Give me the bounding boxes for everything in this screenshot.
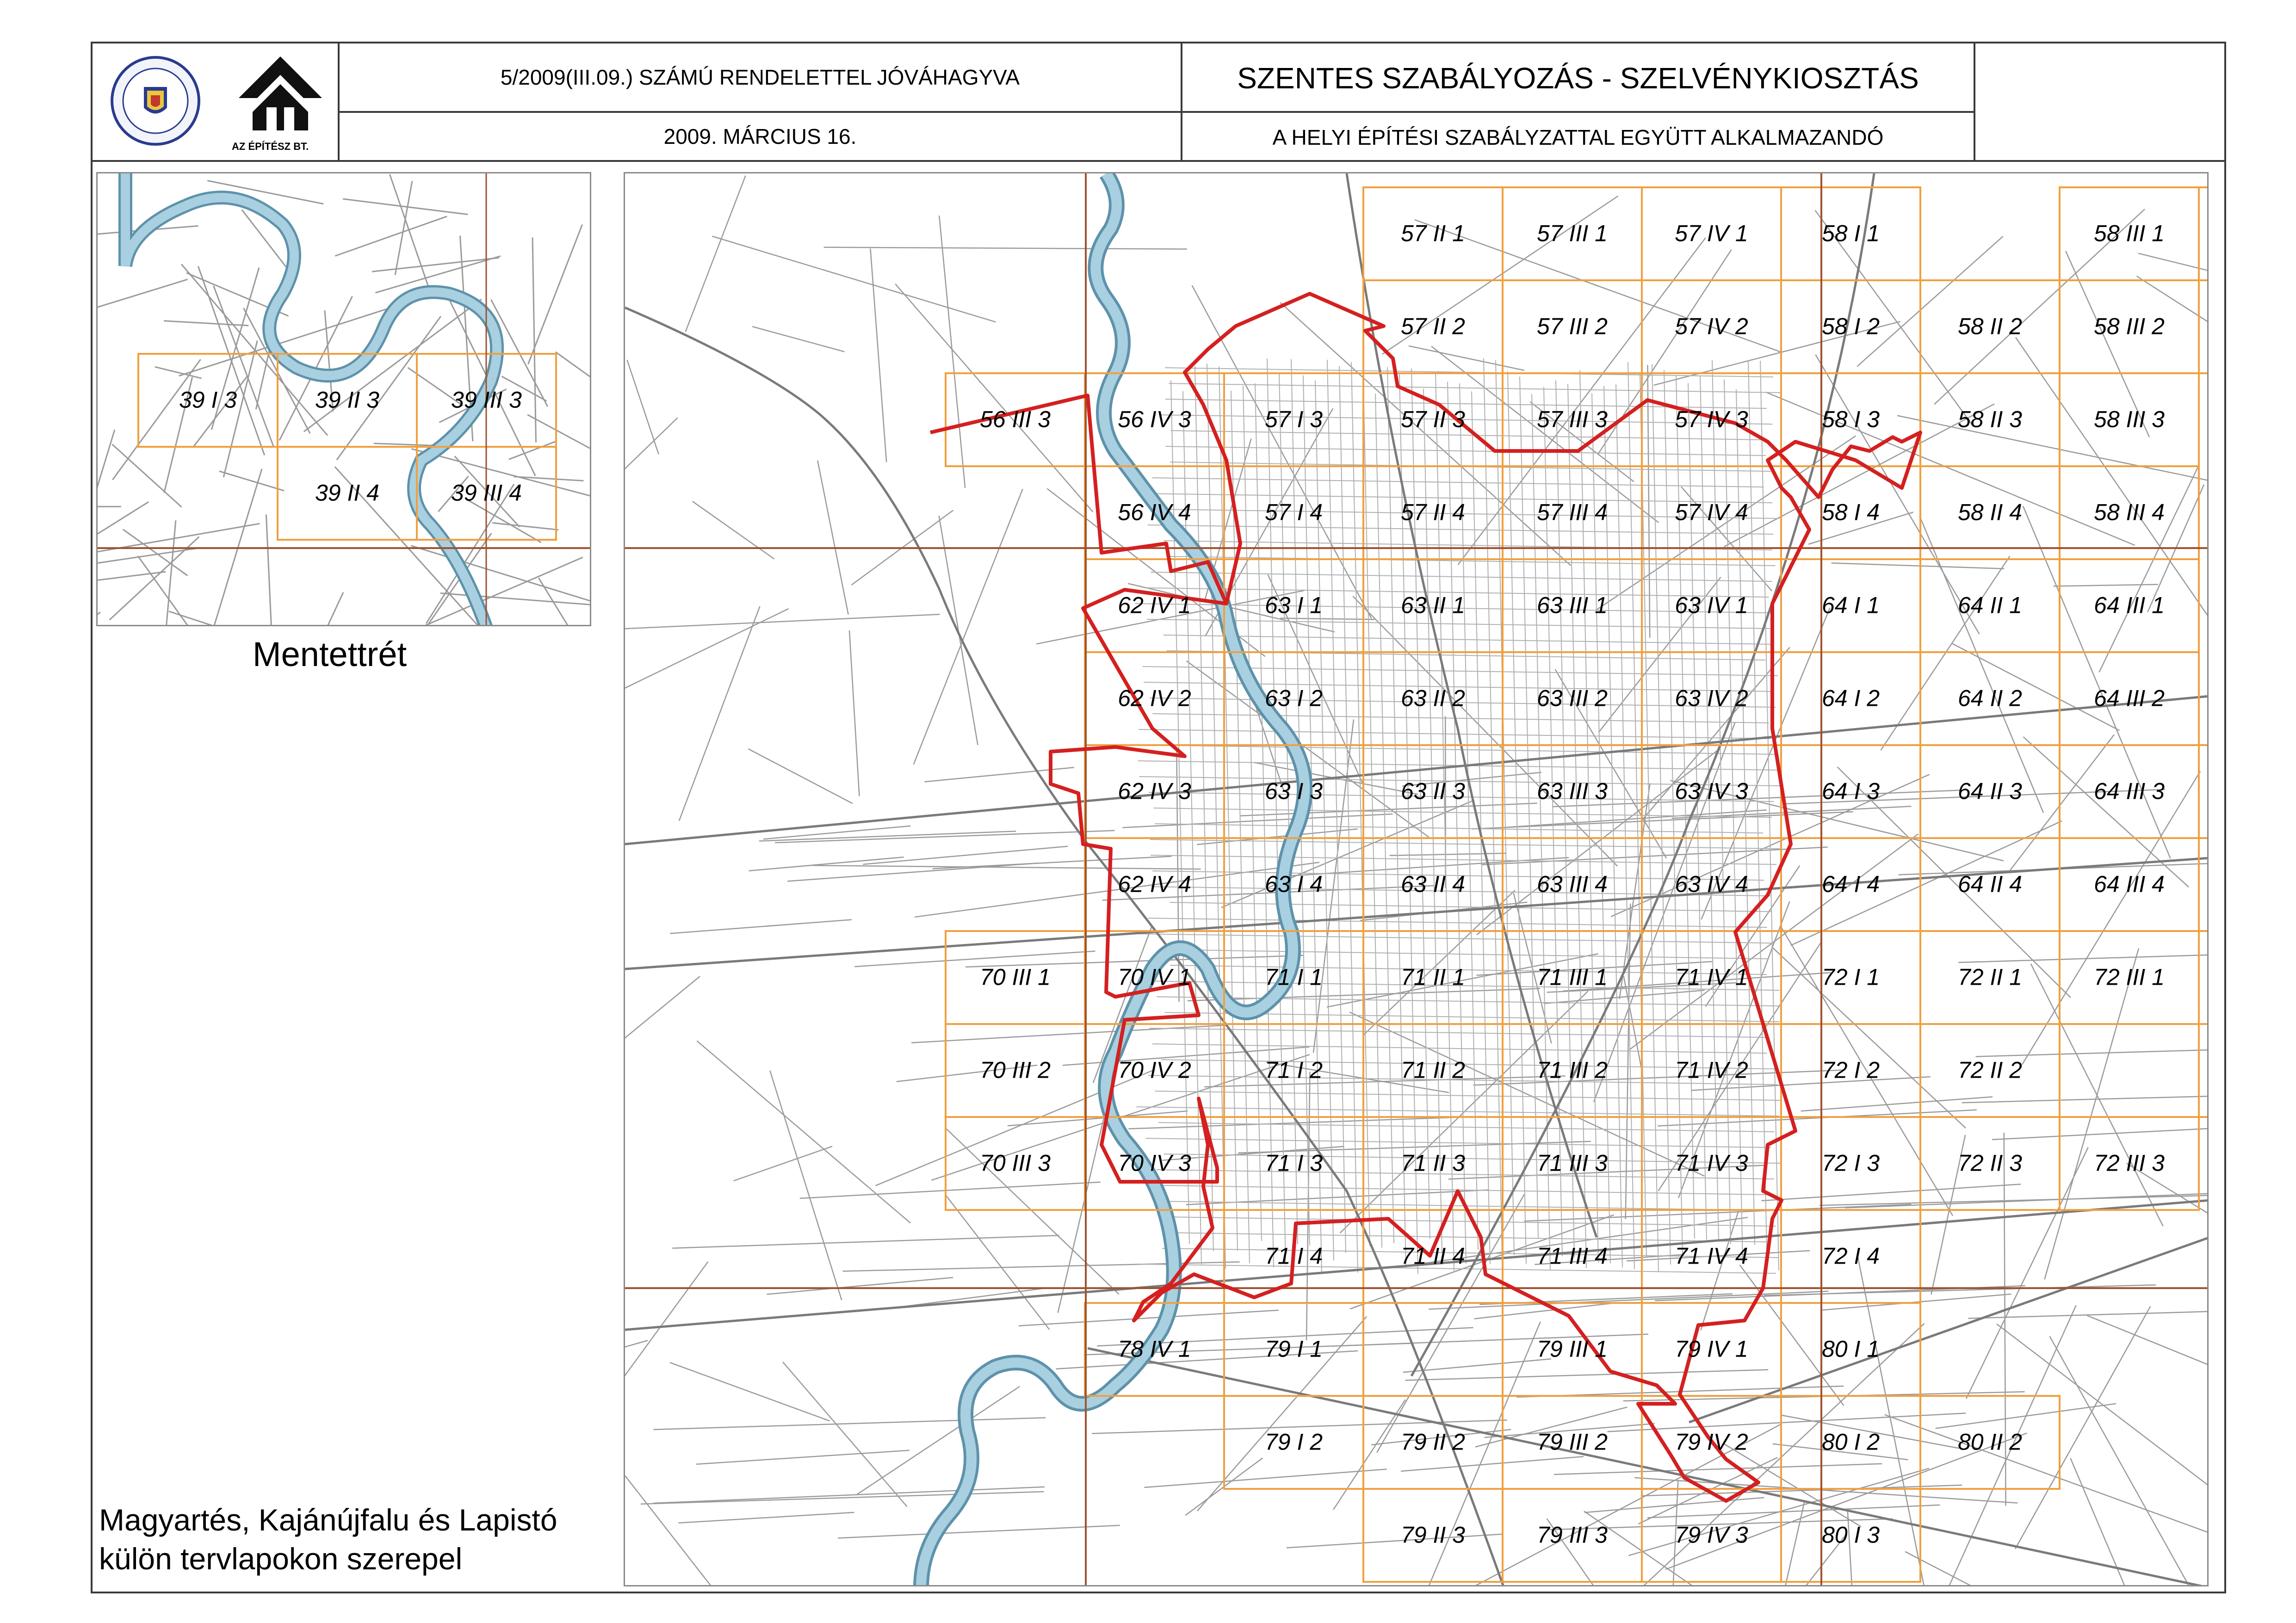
parcel-line [1975,1047,2209,1056]
header-divider [338,111,1974,113]
street-line [693,501,774,559]
grid-cell-label: 57 II 3 [1401,406,1465,432]
parcel-line [1144,1469,1386,1487]
street-line [939,216,965,488]
grid-cell-label: 57 IV 4 [1675,499,1748,525]
grid-cell-label: 79 IV 3 [1675,1522,1748,1548]
grid-cell-label: 63 I 4 [1264,871,1323,897]
grid-cell-label: 63 I 3 [1264,778,1323,804]
inset-street-line [395,181,412,275]
grid-cell [2199,745,2209,838]
parcel-line [1647,1505,1940,1518]
street-line [686,176,746,332]
grid-cell-label: 72 III 3 [2094,1150,2165,1176]
grid-cell-label: 64 III 1 [2094,592,2165,618]
street-line [915,862,1319,917]
parcel-line [1401,1456,1584,1471]
street-line [1740,1265,1844,1406]
street-line [679,606,760,821]
town-street [1484,358,1502,1257]
parcel-line [641,1492,1044,1504]
grid-cell-label: 57 III 3 [1537,406,1608,432]
town-street [1231,391,1250,1263]
street-line [625,614,940,633]
street-line [2054,585,2158,586]
inset-street-line [266,514,276,626]
grid-cell-label: 64 III 3 [2094,778,2165,804]
grid-cell-label: 71 IV 3 [1675,1150,1748,1176]
street-line [849,630,859,796]
street-line [770,1070,842,1300]
grid-cell-label: 71 I 2 [1264,1057,1323,1083]
grid-cell-label: 72 II 1 [1958,964,2022,990]
town-street [1508,371,1526,1264]
town-street [1375,394,1394,1243]
parcel-line [696,1450,910,1464]
parcel-line [654,1487,1045,1503]
map-subtitle: A HELYI ÉPÍTÉSI SZABÁLYZATTAL EGYÜTT ALKALMAZANDÓ [1272,125,1884,149]
grid-cell-label: 58 II 3 [1958,406,2022,432]
grid-cell-label: 64 I 1 [1821,592,1880,618]
grid-cell-label: 72 I 1 [1821,964,1880,990]
inset-street-line [98,524,260,558]
grid-cell-label: 71 III 4 [1537,1243,1608,1269]
street-line [2099,464,2200,672]
grid-cell-label: 63 III 4 [1537,871,1608,897]
inset-street-line [532,238,536,443]
grid-cell-label: 57 II 4 [1401,499,1465,525]
grid-cell-label: 71 III 3 [1537,1150,1608,1176]
town-street [1152,714,1769,723]
inset-street-line [123,529,188,575]
parcel-line [1962,1093,2209,1103]
street-line [1997,1324,2209,1490]
grid-cell-label: 71 III 2 [1537,1057,1608,1083]
grid-cell-label: 63 III 1 [1537,592,1608,618]
grid-cell-label: 57 IV 2 [1675,313,1748,339]
parcel-line [1481,847,1828,864]
inset-street-line [164,321,248,326]
grid-cell-label: 58 III 1 [2094,220,2165,247]
grid-cell-label: 63 IV 3 [1675,778,1748,804]
grid-cell-label: 56 IV 4 [1118,499,1191,525]
inset-street-line [556,352,591,418]
street-line [2015,1306,2150,1549]
main-map-canvas [625,173,2209,1586]
grid-cell-label: 64 I 4 [1821,871,1880,897]
inset-street-line [372,258,499,272]
parcel-line [767,1277,953,1294]
town-street [1169,383,1781,393]
inset-street-line [528,225,582,364]
inset-street-line [98,430,115,505]
grid-cell-label: 58 I 4 [1821,499,1880,525]
grid-cell-label: 72 I 2 [1821,1057,1880,1083]
town-street [1150,1028,1768,1037]
parcel-line [654,1418,1046,1430]
street-line [670,1363,829,1421]
grid-cell-label: 71 I 1 [1264,964,1323,990]
inset-street-line [440,593,591,609]
grid-cell-label: 71 I 3 [1264,1150,1323,1176]
grid-cell-label: 80 I 2 [1821,1429,1880,1455]
grid-cell-label: 58 III 3 [2094,406,2165,432]
street-line [1905,1552,2209,1586]
street-line [1801,1097,1993,1111]
street-line [1192,285,1372,618]
inset-grid-label: 39 III 3 [451,387,522,413]
inset-street-line [169,611,353,626]
grid-cell-label: 71 II 2 [1401,1057,1465,1083]
parcel-line [800,1182,1101,1198]
grid-cell-label: 80 I 3 [1821,1522,1880,1548]
town-street [1152,745,1777,754]
grid-cell-label: 79 II 2 [1401,1429,1465,1455]
street-line [748,749,852,803]
street-line [625,609,789,776]
parcel-line [1641,1485,1962,1496]
parcel-line [775,831,1115,843]
town-street [1267,358,1286,1265]
grid-cell-label: 58 I 1 [1821,220,1880,247]
grid-cell [2199,187,2209,280]
parcel-line [1958,950,2209,963]
street-line [2044,948,2139,1279]
grid-cell-label: 72 III 1 [2094,964,2165,990]
street-line [895,284,1093,512]
inset-street-line [467,500,541,543]
grid-cell-label: 79 I 2 [1264,1429,1323,1455]
parcel-line [1405,1370,1768,1380]
grid-cell-label: 62 IV 3 [1118,778,1191,804]
parcel-line [679,1512,854,1523]
grid-cell-label: 71 I 4 [1264,1243,1323,1269]
grid-cell-label: 72 I 3 [1821,1150,1880,1176]
grid-cell-label: 70 III 3 [980,1150,1051,1176]
grid-cell-label: 57 I 4 [1264,499,1323,525]
grid-cell-label: 72 I 4 [1821,1243,1880,1269]
parcel-line [838,1525,1120,1538]
grid-cell-label: 64 I 3 [1821,778,1880,804]
town-street [1151,572,1772,581]
inset-street-line [98,502,149,568]
town-street [1147,619,1770,629]
grid-cell-label: 62 IV 2 [1118,685,1191,711]
grid-cell-label: 70 IV 3 [1118,1150,1191,1176]
decree-text: 5/2009(III.09.) SZÁMÚ RENDELETTEL JÓVÁHAGYVA [500,65,1020,89]
grid-cell-label: 57 III 2 [1537,313,1608,339]
inset-grid-label: 39 I 3 [179,387,237,413]
parcel-line [763,826,910,839]
grid-cell [2199,280,2209,373]
street-line [1832,563,2005,568]
inset-grid-label: 39 II 4 [315,480,379,506]
street-line [625,1262,708,1523]
street-line [625,976,700,1208]
grid-cell-label: 58 III 2 [2094,313,2165,339]
grid-cell-label: 57 II 2 [1401,313,1465,339]
grid-cell-label: 70 IV 2 [1118,1057,1191,1083]
street-line [2022,771,2200,1064]
grid-cell-label: 79 II 3 [1401,1522,1465,1548]
street-line [625,418,678,652]
inset-map-canvas [98,173,591,626]
street-line [712,236,996,322]
town-street [1243,386,1262,1241]
street-line [817,461,848,615]
parcel-line [1584,1498,1764,1512]
parcel-line [1429,1291,1828,1309]
street-line [625,1476,724,1586]
grid-cell-label: 64 II 2 [1958,685,2022,711]
grid-cell-label: 79 III 1 [1537,1336,1608,1362]
inset-street-line [98,279,188,334]
note-line-2: külön tervlapokon szerepel [99,1542,463,1576]
inset-street-line [112,444,181,507]
street-line [813,865,1201,869]
grid-cell-label: 71 IV 2 [1675,1057,1748,1083]
grid-cell-label: 63 III 2 [1537,685,1608,711]
street-line [697,1041,910,1223]
grid-cell-label: 79 III 2 [1537,1429,1608,1455]
town-street [1170,556,1775,566]
inset-street-line [214,286,274,447]
grid-cell-label: 62 IV 1 [1118,592,1191,618]
town-street [1155,1091,1782,1100]
street-line [752,327,844,352]
parcel-line [911,1025,1227,1043]
grid-cell-label: 63 I 2 [1264,685,1323,711]
street-line [1966,1147,2088,1399]
main-map [624,172,2209,1586]
inset-street-line [343,199,468,215]
parcel-line [672,1235,1059,1248]
grid-cell-label: 71 II 3 [1401,1150,1465,1176]
inset-street-line [112,359,200,480]
grid-cell-label: 71 III 1 [1537,964,1608,990]
street-line [734,1146,832,1181]
title-block [91,42,2226,162]
grid-cell-label: 57 IV 1 [1675,220,1748,247]
street-line [824,247,1187,249]
grid-cell-label: 70 III 2 [980,1057,1051,1083]
parcel-line [749,857,904,871]
header-divider [1974,42,1975,160]
grid-cell-label: 57 I 3 [1264,406,1323,432]
grid-cell-label: 79 IV 2 [1675,1429,1748,1455]
note-line-1: Magyartés, Kajánújfalu és Lapistó [99,1503,557,1537]
grid-cell-label: 63 IV 2 [1675,685,1748,711]
town-street [1155,824,1763,833]
inset-label: Mentettrét [253,635,407,673]
inset-street-line [98,612,100,626]
grid-cell-label: 64 I 2 [1821,685,1880,711]
grid-cell-label: 78 IV 1 [1118,1336,1191,1362]
town-street [1165,446,1766,456]
parcel-line [863,846,1068,864]
grid-cell-label: 58 III 4 [2094,499,2165,525]
inset-grid-label: 39 II 3 [315,387,379,413]
grid-cell-label: 64 II 4 [1958,871,2022,897]
inset-street-line [219,471,284,491]
parcel-line [933,856,1172,869]
architect-logo [234,52,327,144]
street-line [870,248,886,462]
parcel-line [1008,1111,1188,1126]
grid-cell-label: 80 I 1 [1821,1336,1880,1362]
grid-cell-label: 71 II 1 [1401,964,1465,990]
street-line [1390,853,1507,856]
grid-cell-label: 63 IV 4 [1675,871,1748,897]
grid-cell-label: 71 IV 4 [1675,1243,1748,1269]
grid-cell-label: 71 II 4 [1401,1243,1465,1269]
inset-street-line [509,441,557,460]
grid-cell-label: 79 IV 1 [1675,1336,1748,1362]
grid-cell [2199,931,2209,1024]
grid-cell-label: 57 II 1 [1401,220,1465,247]
grid-cell-label: 56 IV 3 [1118,406,1191,432]
grid-cell-label: 63 II 3 [1401,778,1465,804]
grid-cell-label: 63 II 4 [1401,871,1465,897]
architect-logo-text: AZ ÉPÍTÉSZ BT. [232,141,309,152]
grid-cell-label: 58 II 4 [1958,499,2022,525]
town-street [1136,1107,1778,1116]
inset-street-line [98,572,166,599]
grid-cell-label: 58 I 3 [1821,406,1880,432]
inset-street-line [492,523,558,530]
grid-cell-label: 56 III 3 [980,406,1051,432]
street-line [947,1196,1050,1330]
town-street [1158,1123,1774,1132]
inset-map [96,172,591,626]
town-street [1152,478,1764,487]
date-text: 2009. MÁRCIUS 16. [663,124,857,148]
grid-cell-label: 63 I 1 [1264,592,1323,618]
parcel-line [1764,1285,2156,1296]
street-line [783,1362,907,1507]
street-line [1885,1415,2209,1537]
street-line [2087,1315,2209,1413]
grid-cell [2199,1024,2209,1117]
town-street [1628,362,1646,1257]
street-line [857,1386,1020,1494]
grid-cell-label: 70 III 1 [980,964,1051,990]
street-line [1280,618,1374,620]
grid-cell-label: 71 IV 1 [1675,964,1748,990]
grid-cell-label: 72 II 3 [1958,1150,2022,1176]
parcel-line [1287,1534,1502,1548]
parcel-line [1403,1359,1551,1372]
parcel-line [1543,990,1704,1004]
street-line [2049,1336,2202,1586]
grid-cell-label: 72 II 2 [1958,1057,2022,1083]
grid-cell-label: 79 I 1 [1264,1336,1323,1362]
grid-cell-label: 58 II 2 [1958,313,2022,339]
euroil-logo [109,55,202,147]
grid-cell-label: 64 II 1 [1958,592,2022,618]
parcel-line [1554,1464,1882,1475]
grid-cell-label: 63 II 2 [1401,685,1465,711]
inset-street-line [335,216,447,256]
inset-grid-label: 39 III 4 [451,480,522,506]
parcel-line [670,919,851,933]
grid-cell-label: 80 II 2 [1958,1429,2022,1455]
town-street [1151,855,1776,864]
street-line [625,1340,648,1434]
town-street [1167,1233,1767,1242]
grid-cell-label: 64 III 4 [2094,871,2165,897]
grid-cell-label: 57 IV 3 [1675,406,1748,432]
grid-cell-label: 70 IV 1 [1118,964,1191,990]
town-street [1748,360,1767,1252]
grid-cell-label: 57 III 1 [1537,220,1608,247]
grid-cell-label: 63 IV 1 [1675,592,1748,618]
town-street [1150,839,1780,849]
grid-cell-label: 58 I 2 [1821,313,1880,339]
river-fill [921,173,1305,1586]
grid-cell-label: 63 III 3 [1537,778,1608,804]
grid-cell-label: 57 III 4 [1537,499,1608,525]
parcel-line [1992,1126,2209,1140]
parcel-line [1761,1184,2021,1201]
town-street [1520,376,1538,1238]
grid-cell-label: 79 III 3 [1537,1522,1608,1548]
grid-cell-label: 62 IV 4 [1118,871,1191,897]
grid-cell-label: 63 II 1 [1401,592,1465,618]
grid-cell-label: 64 II 3 [1958,778,2022,804]
map-title: SZENTES SZABÁLYOZÁS - SZELVÉNYKIOSZTÁS [1237,62,1919,95]
street-line [1333,1400,1405,1510]
street-line [1857,236,2003,366]
street-line [1624,976,1643,1074]
street-line [1409,346,1524,370]
grid-cell-label: 64 III 2 [2094,685,2165,711]
